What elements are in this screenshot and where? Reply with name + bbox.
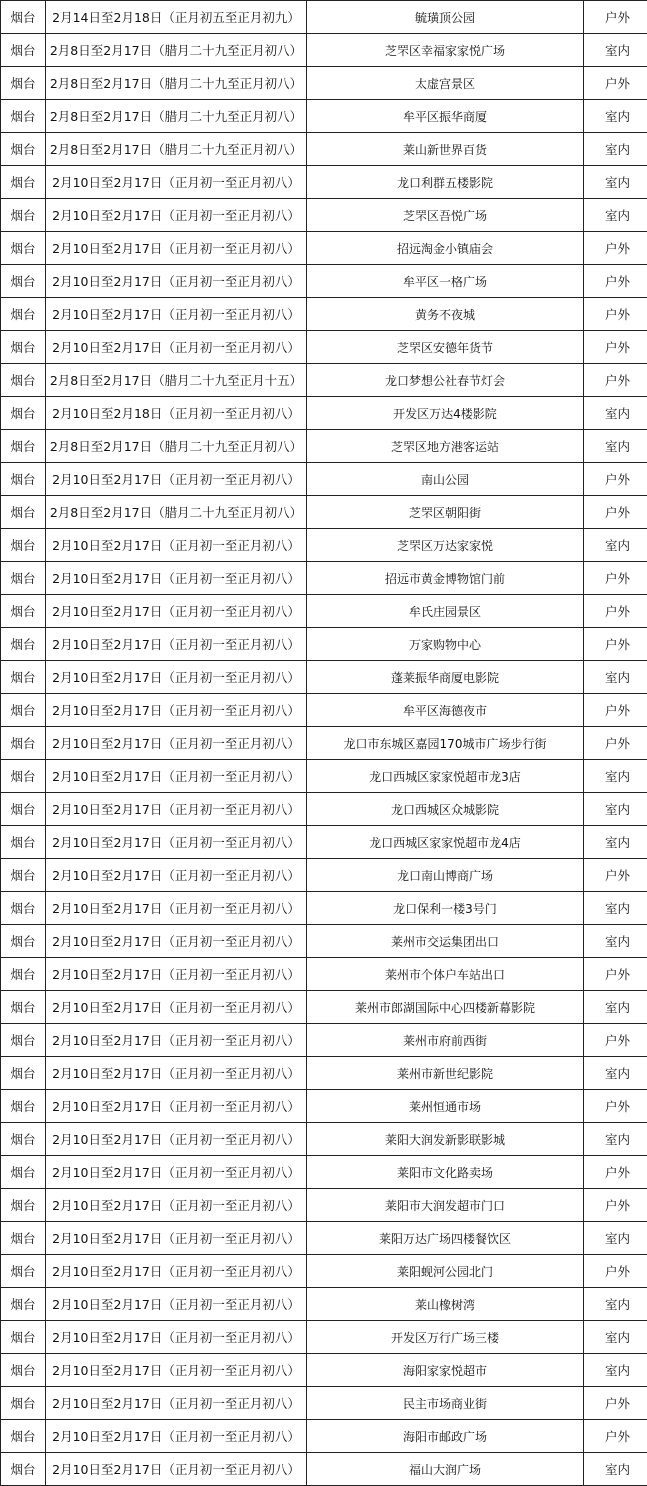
- dates-cell: 2月10日至2月17日（正月初一至正月初八）: [46, 463, 307, 496]
- venue-type-cell: 户外: [584, 1090, 647, 1123]
- location-cell: 莱阳市文化路卖场: [307, 1156, 584, 1189]
- table-row: [1, 727, 647, 760]
- location-cell: 海阳市邮政广场: [307, 1420, 584, 1453]
- city-cell: 烟台: [1, 397, 46, 430]
- city-cell: 烟台: [1, 100, 46, 133]
- city-cell: 烟台: [1, 496, 46, 529]
- location-cell: 龙口南山博商广场: [307, 859, 584, 892]
- table-row: [1, 859, 647, 892]
- venue-type-cell: 户外: [584, 1420, 647, 1453]
- location-cell: 开发区万达4楼影院: [307, 397, 584, 430]
- table-row: [1, 661, 647, 694]
- dates-cell: 2月10日至2月17日（正月初一至正月初八）: [46, 694, 307, 727]
- location-cell: 牟平区振华商厦: [307, 100, 584, 133]
- table-row: [1, 1288, 647, 1321]
- venue-type-cell: 户外: [584, 364, 647, 397]
- location-cell: 莱山橡树湾: [307, 1288, 584, 1321]
- table-row: [1, 1453, 647, 1486]
- location-cell: 莱州市府前西街: [307, 1024, 584, 1057]
- city-cell: 烟台: [1, 760, 46, 793]
- table-row: [1, 331, 647, 364]
- location-cell: 龙口梦想公社春节灯会: [307, 364, 584, 397]
- venue-type-cell: 室内: [584, 166, 647, 199]
- location-cell: 开发区万行广场三楼: [307, 1321, 584, 1354]
- city-cell: 烟台: [1, 694, 46, 727]
- city-cell: 烟台: [1, 1321, 46, 1354]
- location-cell: 黄务不夜城: [307, 298, 584, 331]
- city-cell: 烟台: [1, 562, 46, 595]
- table-row: [1, 595, 647, 628]
- dates-cell: 2月8日至2月17日（腊月二十九至正月十五）: [46, 364, 307, 397]
- venue-type-cell: 室内: [584, 1453, 647, 1486]
- city-cell: 烟台: [1, 1420, 46, 1453]
- venue-type-cell: 户外: [584, 67, 647, 100]
- table-row: [1, 1222, 647, 1255]
- venue-type-cell: 户外: [584, 1189, 647, 1222]
- city-cell: 烟台: [1, 1090, 46, 1123]
- city-cell: 烟台: [1, 793, 46, 826]
- venue-type-cell: 户外: [584, 331, 647, 364]
- venue-type-cell: 室内: [584, 529, 647, 562]
- table-row: [1, 364, 647, 397]
- city-cell: 烟台: [1, 232, 46, 265]
- location-cell: 牟平区一格广场: [307, 265, 584, 298]
- table-row: [1, 628, 647, 661]
- table-row: [1, 34, 647, 67]
- dates-cell: 2月10日至2月17日（正月初一至正月初八）: [46, 166, 307, 199]
- location-cell: 莱阳大润发新影联影城: [307, 1123, 584, 1156]
- table-row: [1, 1, 647, 34]
- location-cell: 龙口西城区家家悦超市龙4店: [307, 826, 584, 859]
- dates-cell: 2月14日至2月18日（正月初五至正月初九）: [46, 1, 307, 34]
- dates-cell: 2月10日至2月17日（正月初一至正月初八）: [46, 562, 307, 595]
- dates-cell: 2月10日至2月17日（正月初一至正月初八）: [46, 826, 307, 859]
- table-row: [1, 826, 647, 859]
- location-cell: 招远市黄金博物馆门前: [307, 562, 584, 595]
- venue-type-cell: 户外: [584, 1156, 647, 1189]
- venue-type-cell: 户外: [584, 628, 647, 661]
- table-row: [1, 430, 647, 463]
- location-cell: 龙口市东城区嘉园170城市广场步行街: [307, 727, 584, 760]
- city-cell: 烟台: [1, 67, 46, 100]
- dates-cell: 2月10日至2月17日（正月初一至正月初八）: [46, 661, 307, 694]
- location-cell: 芝罘区安德年货节: [307, 331, 584, 364]
- city-cell: 烟台: [1, 1387, 46, 1420]
- venue-type-cell: 户外: [584, 1, 647, 34]
- table-row: [1, 793, 647, 826]
- city-cell: 烟台: [1, 1288, 46, 1321]
- table-row: [1, 1123, 647, 1156]
- city-cell: 烟台: [1, 133, 46, 166]
- location-cell: 牟平区海德夜市: [307, 694, 584, 727]
- location-cell: 龙口利群五楼影院: [307, 166, 584, 199]
- location-cell: 万家购物中心: [307, 628, 584, 661]
- venue-type-cell: 户外: [584, 727, 647, 760]
- dates-cell: 2月10日至2月17日（正月初一至正月初八）: [46, 265, 307, 298]
- location-cell: 龙口西城区众城影院: [307, 793, 584, 826]
- city-cell: 烟台: [1, 661, 46, 694]
- table-row: [1, 991, 647, 1024]
- dates-cell: 2月10日至2月17日（正月初一至正月初八）: [46, 1453, 307, 1486]
- city-cell: 烟台: [1, 1024, 46, 1057]
- city-cell: 烟台: [1, 34, 46, 67]
- city-cell: 烟台: [1, 298, 46, 331]
- city-cell: 烟台: [1, 925, 46, 958]
- table-row: [1, 298, 647, 331]
- table-row: [1, 232, 647, 265]
- venue-type-cell: 室内: [584, 760, 647, 793]
- location-cell: 莱州市交运集团出口: [307, 925, 584, 958]
- table-row: [1, 166, 647, 199]
- table-row: [1, 1420, 647, 1453]
- table-row: [1, 1189, 647, 1222]
- location-cell: 芝罘区吾悦广场: [307, 199, 584, 232]
- city-cell: 烟台: [1, 430, 46, 463]
- table-row: [1, 199, 647, 232]
- dates-cell: 2月10日至2月17日（正月初一至正月初八）: [46, 595, 307, 628]
- dates-cell: 2月8日至2月17日（腊月二十九至正月初八）: [46, 34, 307, 67]
- venue-type-cell: 室内: [584, 1354, 647, 1387]
- venue-type-cell: 室内: [584, 34, 647, 67]
- dates-cell: 2月10日至2月17日（正月初一至正月初八）: [46, 1354, 307, 1387]
- table-row: [1, 925, 647, 958]
- location-cell: 福山大润广场: [307, 1453, 584, 1486]
- table-row: [1, 1354, 647, 1387]
- dates-cell: 2月10日至2月17日（正月初一至正月初八）: [46, 958, 307, 991]
- venue-type-cell: 户外: [584, 694, 647, 727]
- dates-cell: 2月10日至2月17日（正月初一至正月初八）: [46, 1321, 307, 1354]
- city-cell: 烟台: [1, 331, 46, 364]
- table-row: [1, 1024, 647, 1057]
- city-cell: 烟台: [1, 991, 46, 1024]
- table-row: [1, 1321, 647, 1354]
- venue-type-cell: 户外: [584, 463, 647, 496]
- dates-cell: 2月10日至2月17日（正月初一至正月初八）: [46, 1387, 307, 1420]
- venue-type-cell: 户外: [584, 562, 647, 595]
- location-cell: 莱阳万达广场四楼餐饮区: [307, 1222, 584, 1255]
- city-cell: 烟台: [1, 199, 46, 232]
- venue-type-cell: 室内: [584, 925, 647, 958]
- dates-cell: 2月8日至2月17日（腊月二十九至正月初八）: [46, 496, 307, 529]
- city-cell: 烟台: [1, 265, 46, 298]
- city-cell: 烟台: [1, 1123, 46, 1156]
- location-cell: 海阳家家悦超市: [307, 1354, 584, 1387]
- dates-cell: 2月10日至2月17日（正月初一至正月初八）: [46, 727, 307, 760]
- venue-type-cell: 户外: [584, 1024, 647, 1057]
- venue-type-cell: 室内: [584, 133, 647, 166]
- city-cell: 烟台: [1, 1255, 46, 1288]
- table-row: [1, 1057, 647, 1090]
- city-cell: 烟台: [1, 595, 46, 628]
- table-row: [1, 1255, 647, 1288]
- dates-cell: 2月10日至2月17日（正月初一至正月初八）: [46, 1255, 307, 1288]
- events-table-body: [1, 1, 647, 1486]
- city-cell: 烟台: [1, 958, 46, 991]
- venue-type-cell: 室内: [584, 1123, 647, 1156]
- dates-cell: 2月10日至2月17日（正月初一至正月初八）: [46, 925, 307, 958]
- table-row: [1, 265, 647, 298]
- location-cell: 莱州市郎湖国际中心四楼新幕影院: [307, 991, 584, 1024]
- venue-type-cell: 室内: [584, 199, 647, 232]
- location-cell: 牟氏庄园景区: [307, 595, 584, 628]
- city-cell: 烟台: [1, 1222, 46, 1255]
- dates-cell: 2月10日至2月17日（正月初一至正月初八）: [46, 1288, 307, 1321]
- dates-cell: 2月10日至2月17日（正月初一至正月初八）: [46, 1024, 307, 1057]
- table-row: [1, 1090, 647, 1123]
- dates-cell: 2月10日至2月17日（正月初一至正月初八）: [46, 1090, 307, 1123]
- city-cell: 烟台: [1, 1354, 46, 1387]
- dates-cell: 2月10日至2月17日（正月初一至正月初八）: [46, 859, 307, 892]
- location-cell: 莱阳市大润发超市门口: [307, 1189, 584, 1222]
- location-cell: 莱州市个体户车站出口: [307, 958, 584, 991]
- table-row: [1, 67, 647, 100]
- location-cell: 招远淘金小镇庙会: [307, 232, 584, 265]
- location-cell: 莱山新世界百货: [307, 133, 584, 166]
- dates-cell: 2月10日至2月17日（正月初一至正月初八）: [46, 298, 307, 331]
- location-cell: 蓬莱振华商厦电影院: [307, 661, 584, 694]
- location-cell: 龙口西城区家家悦超市龙3店: [307, 760, 584, 793]
- location-cell: 芝罘区地方港客运站: [307, 430, 584, 463]
- table-row: [1, 694, 647, 727]
- location-cell: 太虚宫景区: [307, 67, 584, 100]
- city-cell: 烟台: [1, 859, 46, 892]
- venue-type-cell: 室内: [584, 826, 647, 859]
- venue-type-cell: 室内: [584, 100, 647, 133]
- city-cell: 烟台: [1, 826, 46, 859]
- city-cell: 烟台: [1, 463, 46, 496]
- location-cell: 南山公园: [307, 463, 584, 496]
- table-row: [1, 100, 647, 133]
- dates-cell: 2月10日至2月17日（正月初一至正月初八）: [46, 1420, 307, 1453]
- location-cell: 莱州恒通市场: [307, 1090, 584, 1123]
- dates-cell: 2月10日至2月17日（正月初一至正月初八）: [46, 1189, 307, 1222]
- table-row: [1, 1387, 647, 1420]
- dates-cell: 2月10日至2月17日（正月初一至正月初八）: [46, 529, 307, 562]
- table-row: [1, 562, 647, 595]
- location-cell: 莱州市新世纪影院: [307, 1057, 584, 1090]
- venue-type-cell: 室内: [584, 1057, 647, 1090]
- table-row: [1, 1156, 647, 1189]
- table-row: [1, 529, 647, 562]
- dates-cell: 2月10日至2月17日（正月初一至正月初八）: [46, 1123, 307, 1156]
- location-cell: 芝罘区幸福家家悦广场: [307, 34, 584, 67]
- dates-cell: 2月10日至2月17日（正月初一至正月初八）: [46, 331, 307, 364]
- dates-cell: 2月8日至2月17日（腊月二十九至正月初八）: [46, 430, 307, 463]
- venue-type-cell: 室内: [584, 1288, 647, 1321]
- venue-type-cell: 户外: [584, 232, 647, 265]
- table-row: [1, 463, 647, 496]
- venue-type-cell: 户外: [584, 298, 647, 331]
- dates-cell: 2月10日至2月17日（正月初一至正月初八）: [46, 1057, 307, 1090]
- table-row: [1, 133, 647, 166]
- dates-cell: 2月10日至2月17日（正月初一至正月初八）: [46, 892, 307, 925]
- table-row: [1, 496, 647, 529]
- dates-cell: 2月10日至2月17日（正月初一至正月初八）: [46, 991, 307, 1024]
- dates-cell: 2月10日至2月17日（正月初一至正月初八）: [46, 1156, 307, 1189]
- dates-cell: 2月10日至2月17日（正月初一至正月初八）: [46, 199, 307, 232]
- city-cell: 烟台: [1, 166, 46, 199]
- venue-type-cell: 室内: [584, 661, 647, 694]
- location-cell: 莱阳蚬河公园北门: [307, 1255, 584, 1288]
- dates-cell: 2月10日至2月17日（正月初一至正月初八）: [46, 760, 307, 793]
- venue-type-cell: 户外: [584, 496, 647, 529]
- venue-type-cell: 室内: [584, 991, 647, 1024]
- location-cell: 民主市场商业街: [307, 1387, 584, 1420]
- city-cell: 烟台: [1, 1189, 46, 1222]
- city-cell: 烟台: [1, 892, 46, 925]
- dates-cell: 2月10日至2月17日（正月初一至正月初八）: [46, 1222, 307, 1255]
- city-cell: 烟台: [1, 1156, 46, 1189]
- dates-cell: 2月10日至2月18日（正月初一至正月初八）: [46, 397, 307, 430]
- city-cell: 烟台: [1, 529, 46, 562]
- venue-type-cell: 室内: [584, 1321, 647, 1354]
- table-row: [1, 760, 647, 793]
- city-cell: 烟台: [1, 1057, 46, 1090]
- venue-type-cell: 室内: [584, 1222, 647, 1255]
- venue-type-cell: 室内: [584, 892, 647, 925]
- city-cell: 烟台: [1, 364, 46, 397]
- dates-cell: 2月10日至2月17日（正月初一至正月初八）: [46, 232, 307, 265]
- table-row: [1, 397, 647, 430]
- location-cell: 龙口保利一楼3号门: [307, 892, 584, 925]
- city-cell: 烟台: [1, 1453, 46, 1486]
- venue-type-cell: 室内: [584, 430, 647, 463]
- venue-type-cell: 户外: [584, 265, 647, 298]
- venue-type-cell: 室内: [584, 793, 647, 826]
- city-cell: 烟台: [1, 1, 46, 34]
- venue-type-cell: 室内: [584, 397, 647, 430]
- table-row: [1, 958, 647, 991]
- location-cell: 芝罘区朝阳街: [307, 496, 584, 529]
- venue-type-cell: 户外: [584, 859, 647, 892]
- dates-cell: 2月10日至2月17日（正月初一至正月初八）: [46, 628, 307, 661]
- dates-cell: 2月8日至2月17日（腊月二十九至正月初八）: [46, 100, 307, 133]
- venue-type-cell: 户外: [584, 595, 647, 628]
- venue-type-cell: 户外: [584, 1255, 647, 1288]
- city-cell: 烟台: [1, 727, 46, 760]
- venue-type-cell: 户外: [584, 1387, 647, 1420]
- table-row: [1, 892, 647, 925]
- dates-cell: 2月8日至2月17日（腊月二十九至正月初八）: [46, 67, 307, 100]
- dates-cell: 2月8日至2月17日（腊月二十九至正月初八）: [46, 133, 307, 166]
- venue-type-cell: 户外: [584, 958, 647, 991]
- city-cell: 烟台: [1, 628, 46, 661]
- dates-cell: 2月10日至2月17日（正月初一至正月初八）: [46, 793, 307, 826]
- location-cell: 毓璜顶公园: [307, 1, 584, 34]
- location-cell: 芝罘区万达家家悦: [307, 529, 584, 562]
